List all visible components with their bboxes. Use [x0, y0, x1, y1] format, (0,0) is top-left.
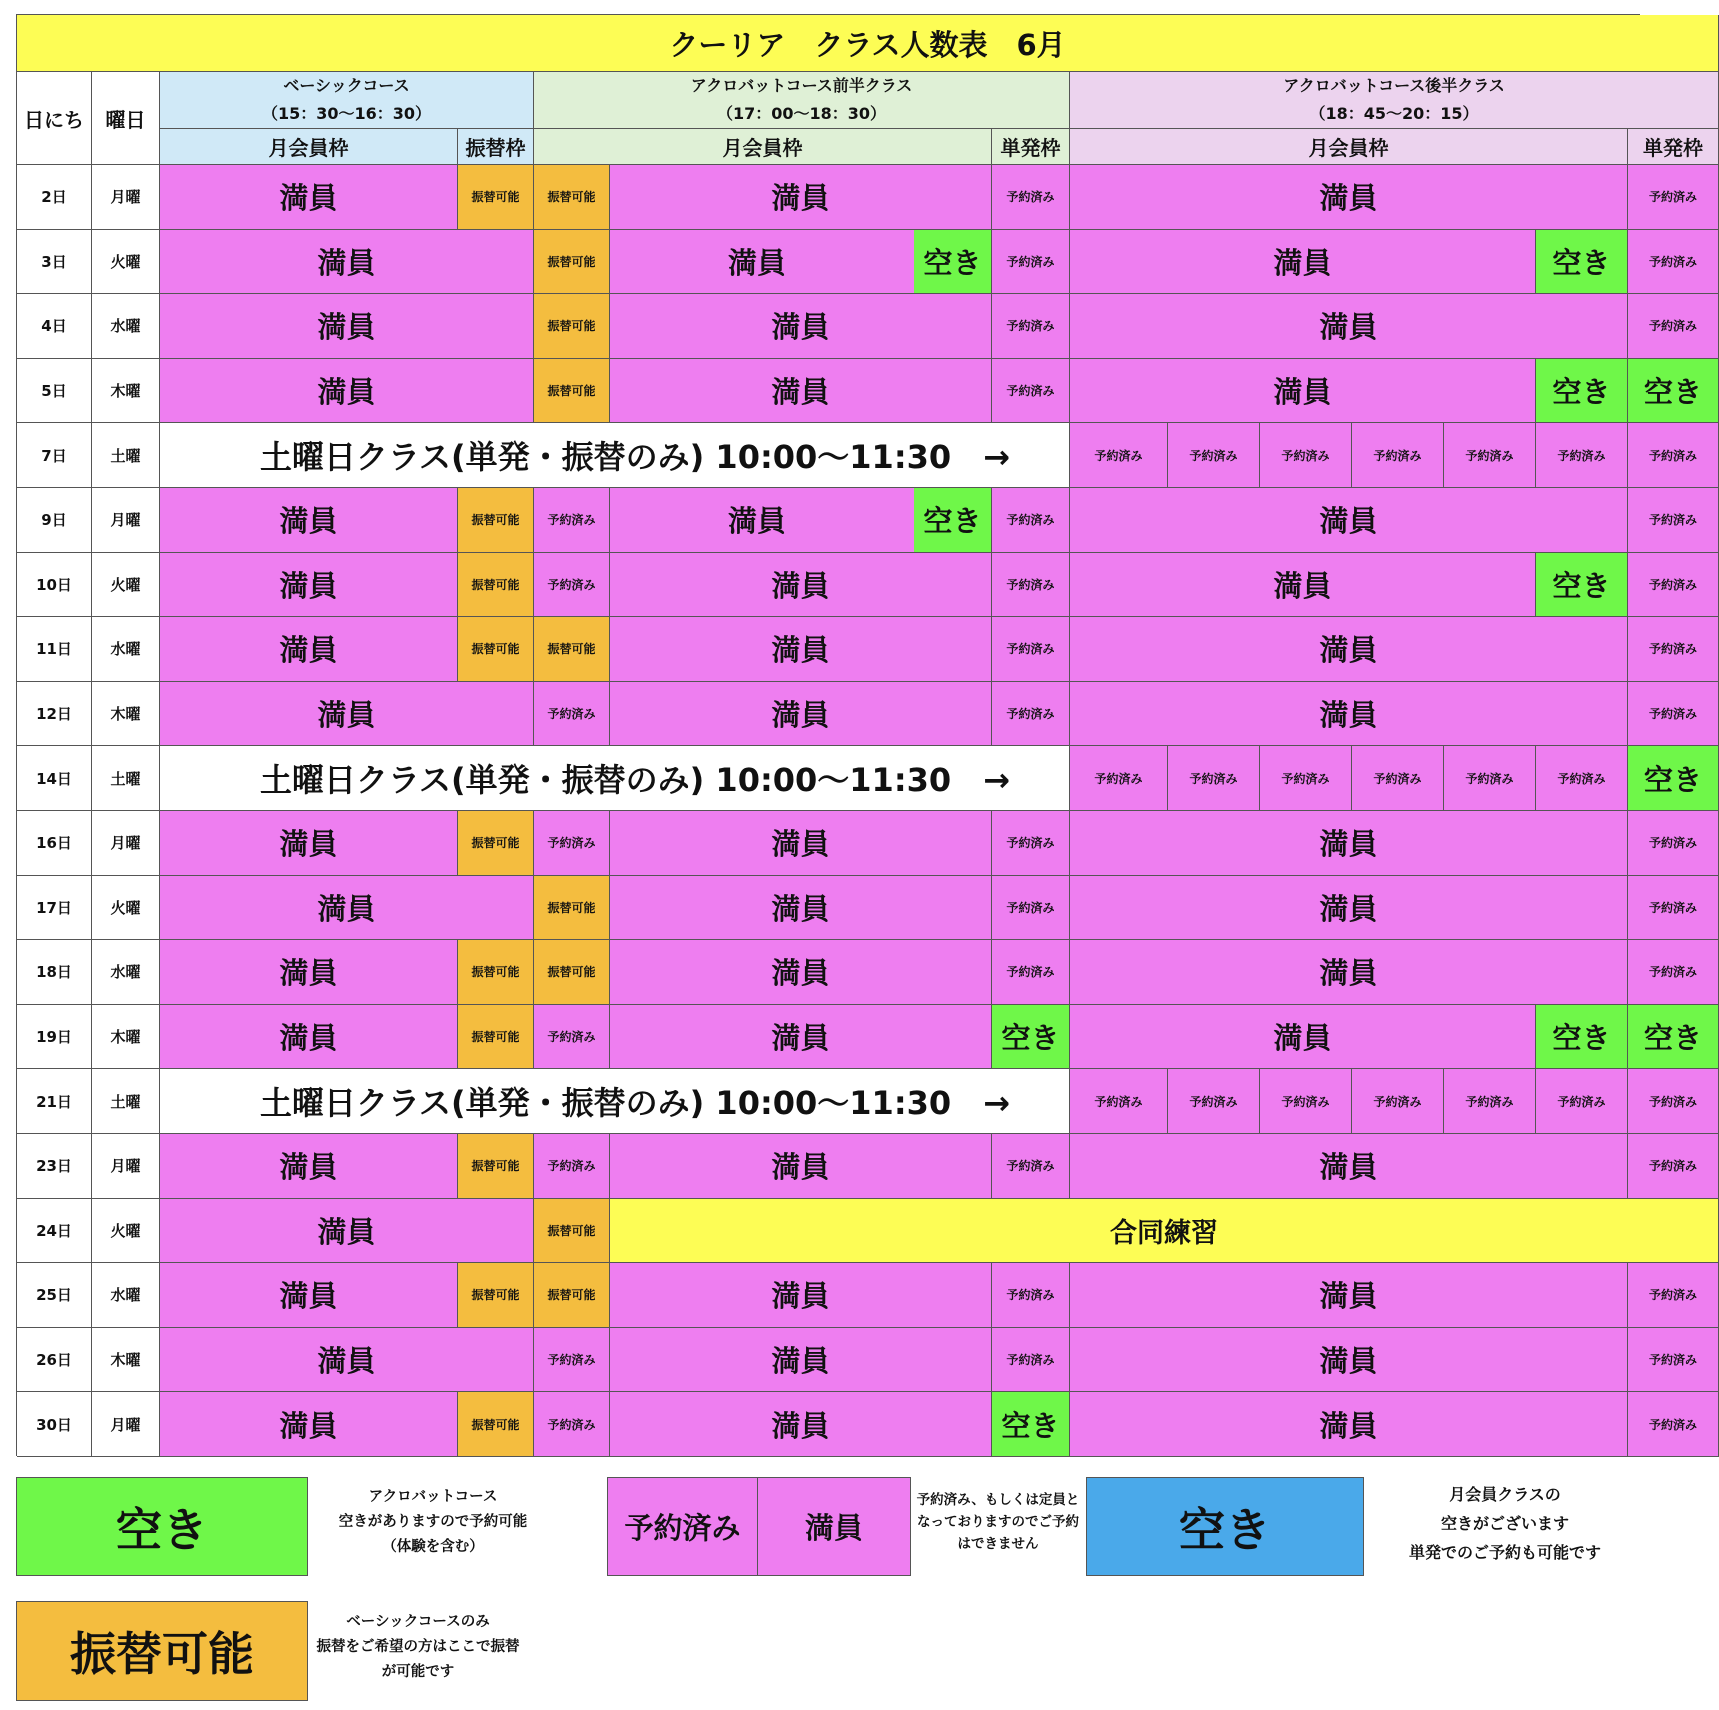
legend-desc-line: ベーシックコースのみ — [346, 1614, 490, 1630]
day-cell: 14日 — [17, 746, 92, 811]
day-cell: 3日 — [17, 230, 92, 295]
booked-cell: 予約済み — [1352, 1069, 1444, 1134]
legend-desc-line: 予約済み、もしくは定員と — [916, 1492, 1080, 1508]
booked-cell: 予約済み — [992, 682, 1070, 747]
booked-cell: 予約済み — [1168, 746, 1260, 811]
booked-cell: 予約済み — [1352, 746, 1444, 811]
full-cell: 満員 — [610, 230, 992, 295]
legend-booked: 予約済み — [607, 1477, 758, 1576]
vacant-cell: 空き — [992, 1005, 1070, 1070]
booked-cell: 予約済み — [1628, 1392, 1719, 1457]
booked-cell: 予約済み — [992, 876, 1070, 941]
full-cell: 満員 — [610, 359, 992, 424]
joint-practice-banner: 合同練習 — [610, 1199, 1719, 1264]
full-cell: 満員 — [610, 553, 992, 618]
booked-cell: 予約済み — [1070, 423, 1168, 488]
course-time: （15：30〜16：30） — [261, 104, 432, 123]
full-cell: 満員 — [1070, 617, 1628, 682]
booked-cell: 予約済み — [534, 488, 610, 553]
legend-desc-line: はできません — [957, 1536, 1039, 1552]
header-acro-second-member: 月会員枠 — [1070, 129, 1628, 165]
course-name: アクロバットコース後半クラス — [1283, 76, 1505, 95]
vacant-cell: 空き — [1536, 359, 1628, 424]
transfer-ok-cell: 振替可能 — [458, 488, 534, 553]
transfer-ok-cell: 振替可能 — [534, 940, 610, 1005]
weekday-cell: 月曜 — [92, 1392, 160, 1457]
weekday-cell: 月曜 — [92, 811, 160, 876]
full-cell: 満員 — [1070, 165, 1628, 230]
booked-cell: 予約済み — [992, 165, 1070, 230]
full-cell: 満員 — [1070, 940, 1628, 1005]
transfer-ok-cell: 振替可能 — [458, 1134, 534, 1199]
day-cell: 18日 — [17, 940, 92, 1005]
booked-cell: 予約済み — [992, 811, 1070, 876]
day-cell: 30日 — [17, 1392, 92, 1457]
legend-desc-line: 空きがございます — [1440, 1514, 1569, 1533]
vacant-cell: 空き — [914, 230, 992, 295]
transfer-ok-cell: 振替可能 — [534, 294, 610, 359]
booked-cell: 予約済み — [1628, 1263, 1719, 1328]
course-name: アクロバットコース前半クラス — [690, 76, 913, 95]
full-cell: 満員 — [160, 165, 458, 230]
booked-cell: 予約済み — [534, 682, 610, 747]
weekday-cell: 火曜 — [92, 553, 160, 618]
weekday-cell: 火曜 — [92, 230, 160, 295]
header-acro-first-course — [534, 72, 1070, 129]
page-title: クーリア クラス人数表 6月 — [17, 15, 1719, 72]
booked-cell: 予約済み — [1070, 1069, 1168, 1134]
legend-desc-line: が可能です — [381, 1664, 455, 1680]
day-cell: 21日 — [17, 1069, 92, 1134]
header-weekday: 曜日 — [92, 72, 160, 165]
full-cell: 満員 — [610, 1392, 992, 1457]
legend-desc-line: 月会員クラスの — [1449, 1485, 1561, 1504]
legend-transfer-desc — [308, 1610, 528, 1685]
booked-cell: 予約済み — [1628, 811, 1719, 876]
booked-cell: 予約済み — [1628, 1069, 1719, 1134]
weekday-cell: 月曜 — [92, 165, 160, 230]
vacant-cell: 空き — [1628, 359, 1719, 424]
full-cell: 満員 — [160, 940, 458, 1005]
booked-cell: 予約済み — [1628, 1134, 1719, 1199]
day-cell: 23日 — [17, 1134, 92, 1199]
transfer-ok-cell: 振替可能 — [534, 617, 610, 682]
full-cell: 満員 — [1070, 553, 1536, 618]
saturday-class-banner: 土曜日クラス(単発・振替のみ) 10:00〜11:30 → — [160, 1069, 1070, 1134]
saturday-class-banner: 土曜日クラス(単発・振替のみ) 10:00〜11:30 → — [160, 746, 1070, 811]
weekday-cell: 木曜 — [92, 1005, 160, 1070]
day-cell: 11日 — [17, 617, 92, 682]
transfer-ok-cell: 振替可能 — [458, 1263, 534, 1328]
booked-cell: 予約済み — [1628, 230, 1719, 295]
full-cell: 満員 — [160, 488, 458, 553]
weekday-cell: 火曜 — [92, 876, 160, 941]
booked-cell: 予約済み — [992, 617, 1070, 682]
full-cell: 満員 — [1070, 1392, 1628, 1457]
booked-cell: 予約済み — [1444, 1069, 1536, 1134]
full-cell: 満員 — [610, 940, 992, 1005]
header-acro-first-member: 月会員枠 — [534, 129, 992, 165]
booked-cell: 予約済み — [1628, 423, 1719, 488]
day-cell: 7日 — [17, 423, 92, 488]
full-cell: 満員 — [160, 876, 534, 941]
booked-cell: 予約済み — [992, 1134, 1070, 1199]
course-time: （18：45〜20：15） — [1309, 104, 1479, 123]
full-cell: 満員 — [610, 1328, 992, 1393]
full-cell: 満員 — [160, 1134, 458, 1199]
legend-vacant-blue-desc — [1370, 1480, 1640, 1567]
full-cell: 満員 — [160, 811, 458, 876]
vacant-cell: 空き — [992, 1392, 1070, 1457]
full-cell: 満員 — [1070, 294, 1628, 359]
vacant-cell: 空き — [1536, 553, 1628, 618]
booked-cell: 予約済み — [1352, 423, 1444, 488]
booked-cell: 予約済み — [992, 553, 1070, 618]
header-basic-course — [160, 72, 534, 129]
day-cell: 19日 — [17, 1005, 92, 1070]
full-cell: 満員 — [160, 1328, 534, 1393]
full-cell: 満員 — [1070, 230, 1536, 295]
weekday-cell: 水曜 — [92, 940, 160, 1005]
full-cell: 満員 — [1070, 811, 1628, 876]
booked-cell: 予約済み — [1168, 1069, 1260, 1134]
full-cell: 満員 — [160, 617, 458, 682]
booked-cell: 予約済み — [1628, 165, 1719, 230]
full-cell: 満員 — [1070, 876, 1628, 941]
day-cell: 10日 — [17, 553, 92, 618]
full-cell: 満員 — [610, 811, 992, 876]
day-cell: 17日 — [17, 876, 92, 941]
full-cell: 満員 — [160, 1263, 458, 1328]
booked-cell: 予約済み — [1444, 746, 1536, 811]
weekday-cell: 土曜 — [92, 1069, 160, 1134]
booked-cell: 予約済み — [1444, 423, 1536, 488]
weekday-cell: 月曜 — [92, 488, 160, 553]
legend-vacant-blue: 空き — [1086, 1477, 1364, 1576]
full-cell: 満員 — [1070, 359, 1536, 424]
transfer-ok-cell: 振替可能 — [458, 1005, 534, 1070]
full-cell: 満員 — [610, 1005, 992, 1070]
booked-cell: 予約済み — [534, 1328, 610, 1393]
saturday-class-banner: 土曜日クラス(単発・振替のみ) 10:00〜11:30 → — [160, 423, 1070, 488]
day-cell: 5日 — [17, 359, 92, 424]
full-cell: 満員 — [160, 230, 534, 295]
booked-cell: 予約済み — [1536, 746, 1628, 811]
day-cell: 4日 — [17, 294, 92, 359]
full-cell: 満員 — [160, 294, 534, 359]
booked-cell: 予約済み — [1628, 617, 1719, 682]
legend-booked-desc — [911, 1489, 1085, 1555]
full-cell: 満員 — [610, 488, 992, 553]
booked-cell: 予約済み — [534, 553, 610, 618]
vacant-cell: 空き — [1536, 230, 1628, 295]
booked-cell: 予約済み — [534, 1005, 610, 1070]
day-cell: 2日 — [17, 165, 92, 230]
vacant-cell: 空き — [1628, 1005, 1719, 1070]
transfer-ok-cell: 振替可能 — [458, 1392, 534, 1457]
full-cell: 満員 — [610, 876, 992, 941]
full-cell: 満員 — [160, 359, 534, 424]
booked-cell: 予約済み — [992, 294, 1070, 359]
booked-cell: 予約済み — [1260, 1069, 1352, 1134]
booked-cell: 予約済み — [534, 1134, 610, 1199]
booked-cell: 予約済み — [992, 1328, 1070, 1393]
day-cell: 24日 — [17, 1199, 92, 1264]
legend-desc-line: 振替をご希望の方はここで振替 — [316, 1639, 520, 1655]
weekday-cell: 月曜 — [92, 1134, 160, 1199]
transfer-ok-cell: 振替可能 — [458, 617, 534, 682]
booked-cell: 予約済み — [1536, 423, 1628, 488]
day-cell: 9日 — [17, 488, 92, 553]
header-acro-second-course — [1070, 72, 1719, 129]
header-acro-second-single: 単発枠 — [1628, 129, 1719, 165]
legend-vacant-green: 空き — [16, 1477, 308, 1576]
weekday-cell: 水曜 — [92, 1263, 160, 1328]
transfer-ok-cell: 振替可能 — [458, 553, 534, 618]
weekday-cell: 木曜 — [92, 359, 160, 424]
schedule-table — [16, 14, 1703, 1456]
full-cell: 満員 — [610, 1134, 992, 1199]
legend-vacant-green-desc — [308, 1485, 558, 1560]
booked-cell: 予約済み — [1628, 876, 1719, 941]
full-cell: 満員 — [160, 682, 534, 747]
transfer-ok-cell: 振替可能 — [534, 165, 610, 230]
booked-cell: 予約済み — [992, 488, 1070, 553]
weekday-cell: 木曜 — [92, 682, 160, 747]
day-cell: 26日 — [17, 1328, 92, 1393]
header-day: 日にち — [17, 72, 92, 165]
vacant-cell: 空き — [914, 488, 992, 553]
booked-cell: 予約済み — [992, 940, 1070, 1005]
full-cell: 満員 — [610, 165, 992, 230]
day-cell: 25日 — [17, 1263, 92, 1328]
full-cell: 満員 — [1070, 1263, 1628, 1328]
transfer-ok-cell: 振替可能 — [534, 359, 610, 424]
booked-cell: 予約済み — [534, 811, 610, 876]
transfer-ok-cell: 振替可能 — [458, 165, 534, 230]
course-name: ベーシックコース — [283, 76, 410, 95]
booked-cell: 予約済み — [1168, 423, 1260, 488]
booked-cell: 予約済み — [992, 230, 1070, 295]
day-cell: 12日 — [17, 682, 92, 747]
full-cell: 満員 — [1070, 1134, 1628, 1199]
full-cell: 満員 — [1070, 1328, 1628, 1393]
legend-transfer: 振替可能 — [16, 1601, 308, 1701]
booked-cell: 予約済み — [1628, 1328, 1719, 1393]
full-cell: 満員 — [610, 294, 992, 359]
full-cell: 満員 — [160, 1199, 534, 1264]
booked-cell: 予約済み — [1070, 746, 1168, 811]
booked-cell: 予約済み — [1628, 488, 1719, 553]
full-cell: 満員 — [160, 1005, 458, 1070]
weekday-cell: 木曜 — [92, 1328, 160, 1393]
transfer-ok-cell: 振替可能 — [534, 1199, 610, 1264]
course-time: （17：00〜18：30） — [716, 104, 887, 123]
full-cell: 満員 — [610, 1263, 992, 1328]
transfer-ok-cell: 振替可能 — [534, 230, 610, 295]
booked-cell: 予約済み — [1628, 940, 1719, 1005]
legend-desc-line: （体験を含む） — [382, 1539, 484, 1555]
header-basic-transfer: 振替枠 — [458, 129, 534, 165]
booked-cell: 予約済み — [992, 359, 1070, 424]
vacant-cell: 空き — [1628, 746, 1719, 811]
booked-cell: 予約済み — [1536, 1069, 1628, 1134]
weekday-cell: 土曜 — [92, 746, 160, 811]
booked-cell: 予約済み — [1628, 682, 1719, 747]
full-cell: 満員 — [1070, 1005, 1536, 1070]
weekday-cell: 土曜 — [92, 423, 160, 488]
legend-desc-line: 単発でのご予約も可能です — [1408, 1543, 1601, 1562]
booked-cell: 予約済み — [1628, 553, 1719, 618]
legend-full: 満員 — [757, 1477, 911, 1576]
day-cell: 16日 — [17, 811, 92, 876]
weekday-cell: 水曜 — [92, 617, 160, 682]
transfer-ok-cell: 振替可能 — [534, 1263, 610, 1328]
booked-cell: 予約済み — [1260, 746, 1352, 811]
transfer-ok-cell: 振替可能 — [458, 811, 534, 876]
full-cell: 満員 — [160, 553, 458, 618]
full-cell: 満員 — [1070, 488, 1628, 553]
booked-cell: 予約済み — [992, 1263, 1070, 1328]
legend-desc-line: なっておりますのでご予約 — [917, 1514, 1079, 1530]
legend-desc-line: アクロバットコース — [368, 1489, 498, 1505]
booked-cell: 予約済み — [1260, 423, 1352, 488]
transfer-ok-cell: 振替可能 — [534, 876, 610, 941]
transfer-ok-cell: 振替可能 — [458, 940, 534, 1005]
booked-cell: 予約済み — [534, 1392, 610, 1457]
legend-desc-line: 空きがありますので予約可能 — [338, 1514, 528, 1530]
full-cell: 満員 — [1070, 682, 1628, 747]
booked-cell: 予約済み — [1628, 294, 1719, 359]
full-cell: 満員 — [610, 682, 992, 747]
vacant-cell: 空き — [1536, 1005, 1628, 1070]
weekday-cell: 火曜 — [92, 1199, 160, 1264]
full-cell: 満員 — [160, 1392, 458, 1457]
header-acro-first-single: 単発枠 — [992, 129, 1070, 165]
full-cell: 満員 — [610, 617, 992, 682]
header-basic-member: 月会員枠 — [160, 129, 458, 165]
weekday-cell: 水曜 — [92, 294, 160, 359]
